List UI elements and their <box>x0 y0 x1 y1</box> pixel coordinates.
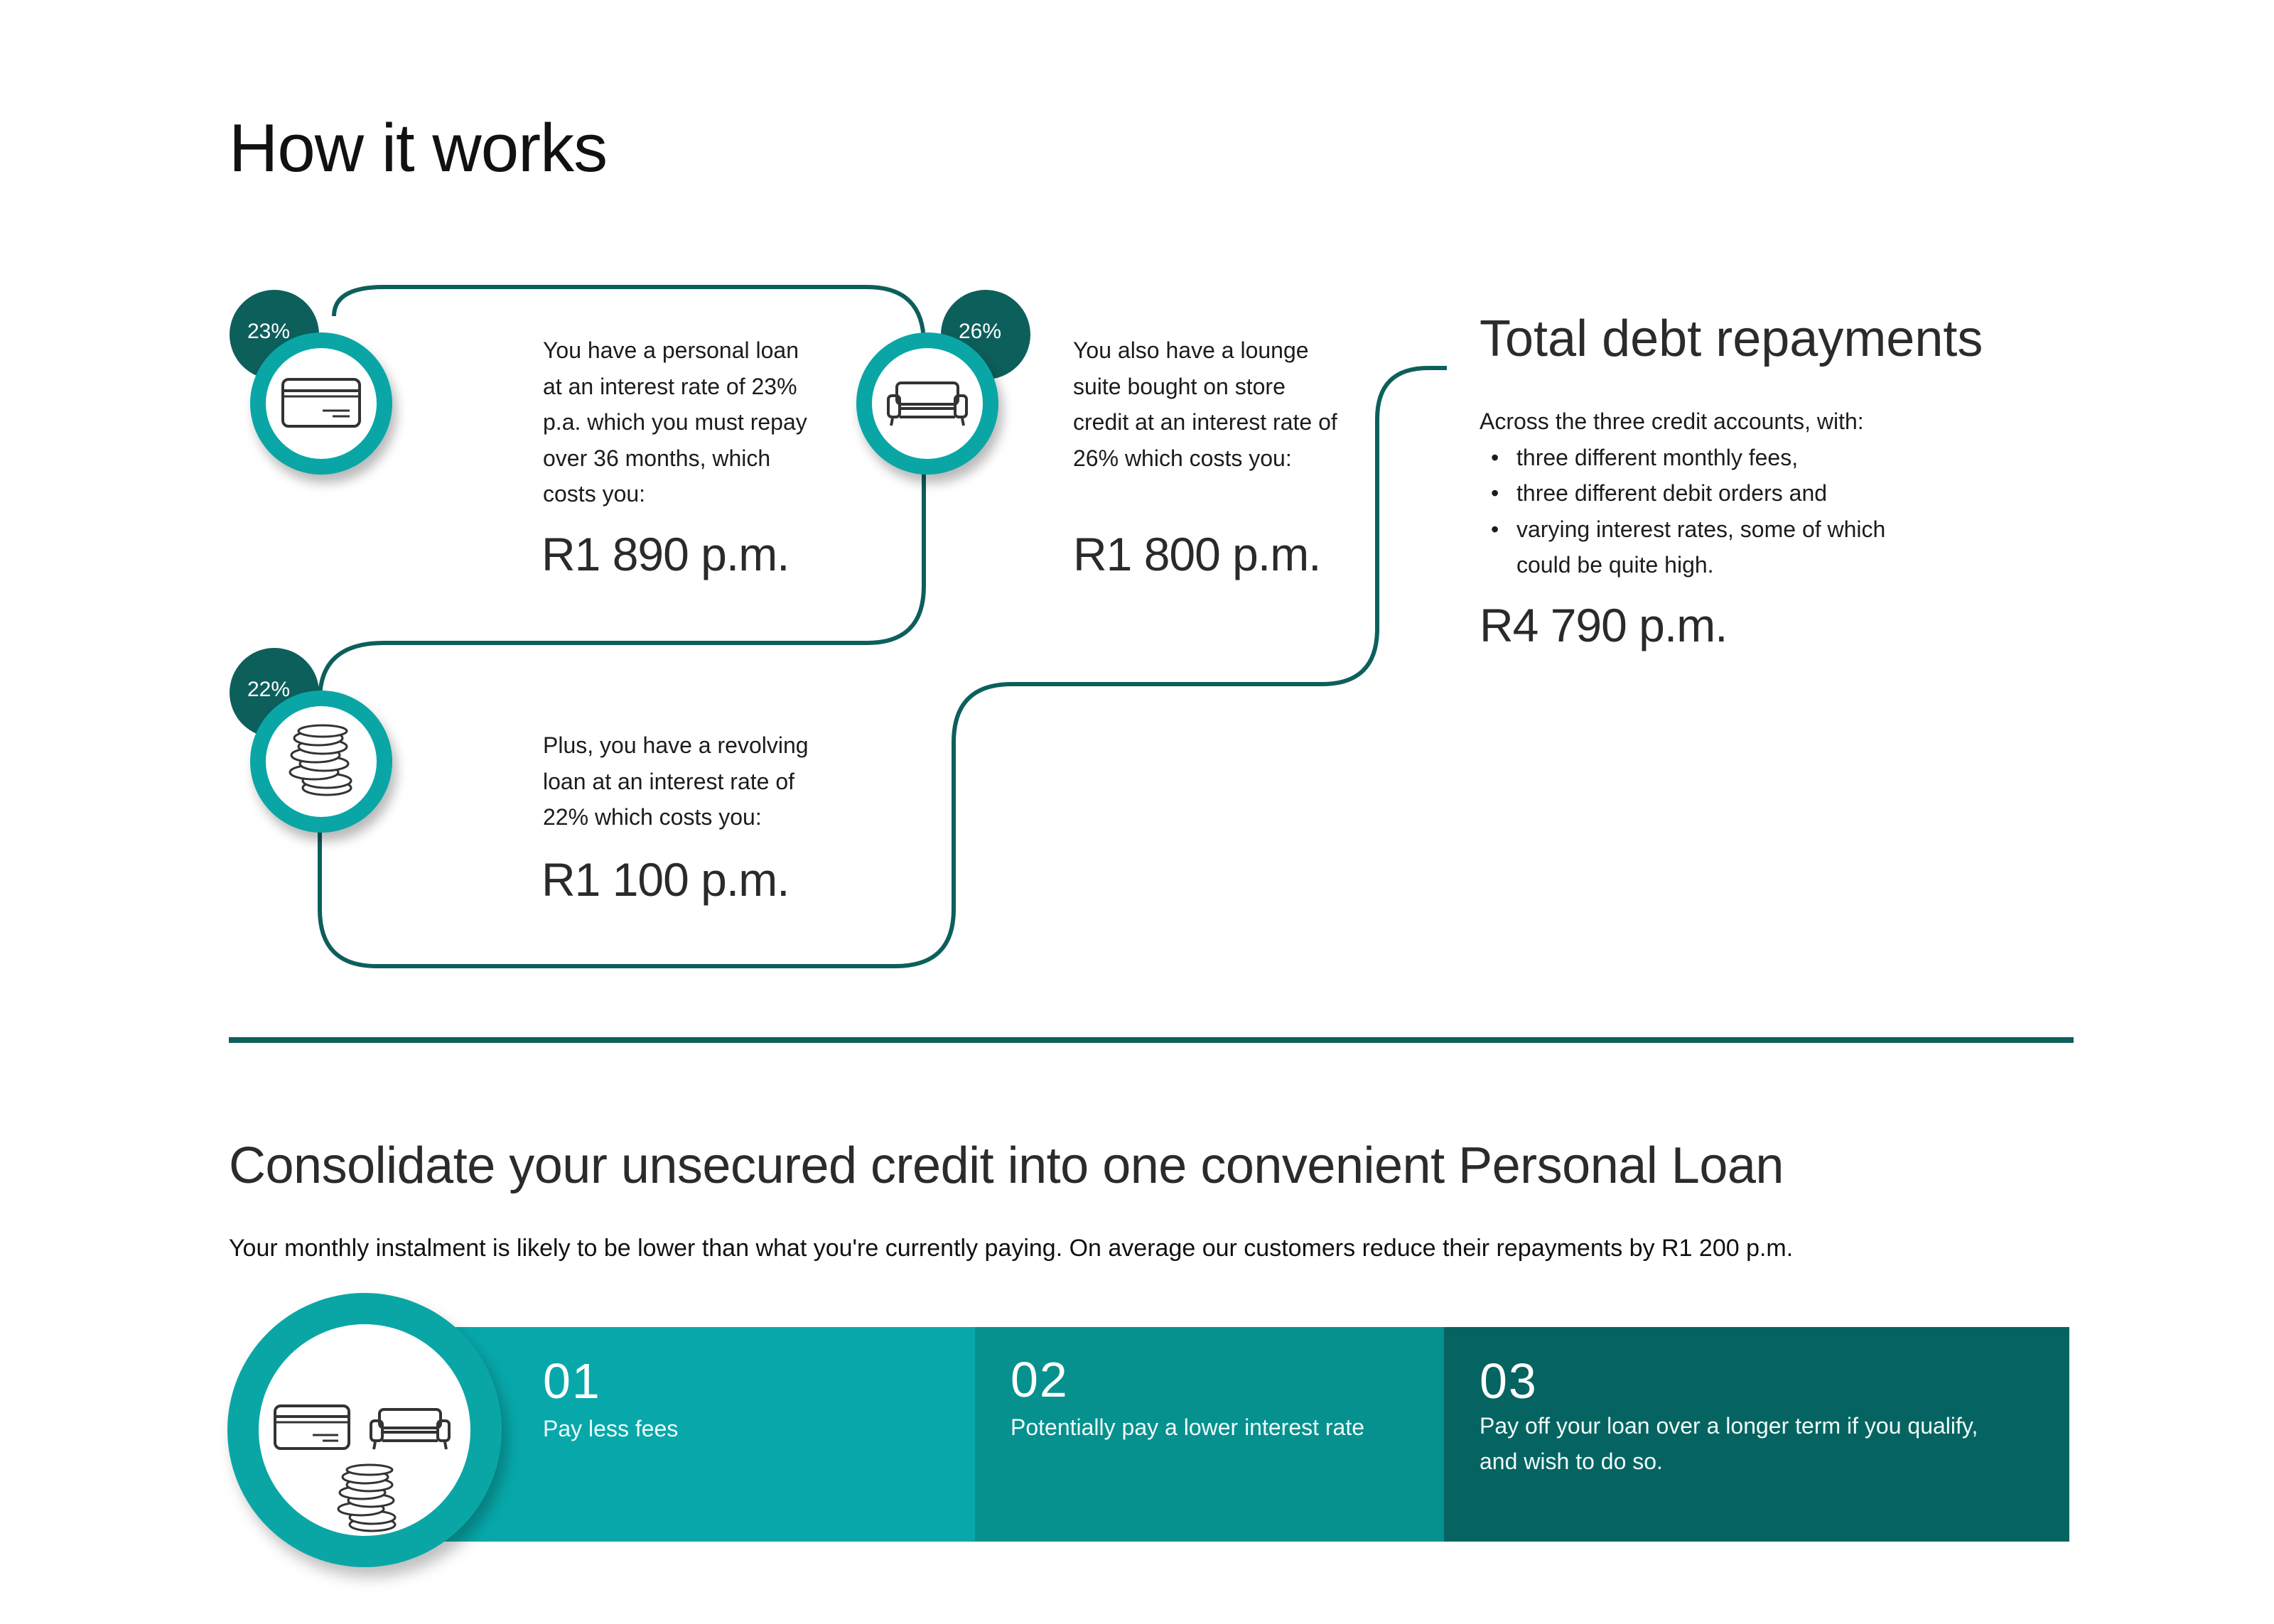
step-text-line: and wish to do so. <box>1480 1449 1663 1474</box>
rate-badge-label: 23% <box>247 320 291 343</box>
rate-badge-label: 22% <box>247 678 291 701</box>
coins-icon <box>335 1463 401 1534</box>
step-number: 01 <box>543 1353 601 1409</box>
step-text <box>1480 1408 1978 1479</box>
consolidate-title: Consolidate your unsecured credit into one convenient Personal Loan <box>229 1137 1784 1194</box>
bullet-line: three different monthly fees, <box>1516 444 1799 470</box>
item-1-line: You have a personal loan <box>543 337 799 363</box>
item-3-line: 22% which costs you: <box>543 804 762 830</box>
item-2-line: 26% which costs you: <box>1073 445 1292 471</box>
sofa-icon <box>885 379 969 428</box>
credit-card-icon <box>273 1404 351 1451</box>
total-bullets <box>1480 440 1977 583</box>
step-panel-2 <box>975 1327 1444 1542</box>
step-number: 03 <box>1480 1353 1538 1409</box>
bullet-item <box>1480 511 1977 583</box>
bullet-line: could be quite high. <box>1516 552 1714 578</box>
bullet-item <box>1480 475 1977 511</box>
rate-badge-label: 26% <box>959 320 1002 343</box>
page-title: How it works <box>229 110 608 186</box>
step-text: Potentially pay a lower interest rate <box>1011 1414 1365 1440</box>
credit-card-icon <box>280 375 362 432</box>
sofa-icon <box>368 1407 452 1451</box>
item-2-line: You also have a lounge <box>1073 337 1309 363</box>
step-panel-3 <box>1444 1327 2069 1542</box>
section-divider <box>229 1037 2074 1043</box>
item-2-amount: R1 800 p.m. <box>1073 528 1321 580</box>
sofa-ring <box>856 332 998 475</box>
item-2-description <box>1073 332 1386 476</box>
total-amount: R4 790 p.m. <box>1480 599 1728 651</box>
consolidate-subtitle: Your monthly instalment is likely to be lower than what you're currently paying. On average our customers reduce their repayments by R1 200 p.m. <box>229 1235 1794 1262</box>
bullet-item <box>1480 440 1977 476</box>
item-1-line: over 36 months, which <box>543 445 771 471</box>
total-description <box>1480 404 1977 583</box>
coins-icon <box>287 724 355 799</box>
total-intro: Across the three credit accounts, with: <box>1480 408 1864 434</box>
bullet-line: three different debit orders and <box>1516 480 1828 506</box>
item-1-line: p.a. which you must repay <box>543 409 807 435</box>
step-text: Pay less fees <box>543 1416 679 1441</box>
item-2-line: suite bought on store <box>1073 373 1286 399</box>
item-3-line: Plus, you have a revolving <box>543 732 809 758</box>
item-3-amount: R1 100 p.m. <box>541 853 790 906</box>
item-1-line: costs you: <box>543 481 646 507</box>
total-title: Total debt repayments <box>1480 310 1983 367</box>
step-text-line: Pay off your loan over a longer term if you qualify, <box>1480 1413 1978 1439</box>
bullet-line: • varying interest rates, some of which <box>1516 516 1886 542</box>
consolidated-icons-circle <box>227 1293 502 1567</box>
item-2-line: credit at an interest rate of <box>1073 409 1337 435</box>
credit-card-ring <box>250 332 392 475</box>
item-1-description <box>543 332 870 512</box>
step-number: 02 <box>1011 1352 1069 1407</box>
coins-ring <box>250 691 392 833</box>
item-3-line: loan at an interest rate of <box>543 768 794 794</box>
item-1-amount: R1 890 p.m. <box>541 528 790 580</box>
item-3-description <box>543 727 870 835</box>
item-1-line: at an interest rate of 23% <box>543 373 797 399</box>
